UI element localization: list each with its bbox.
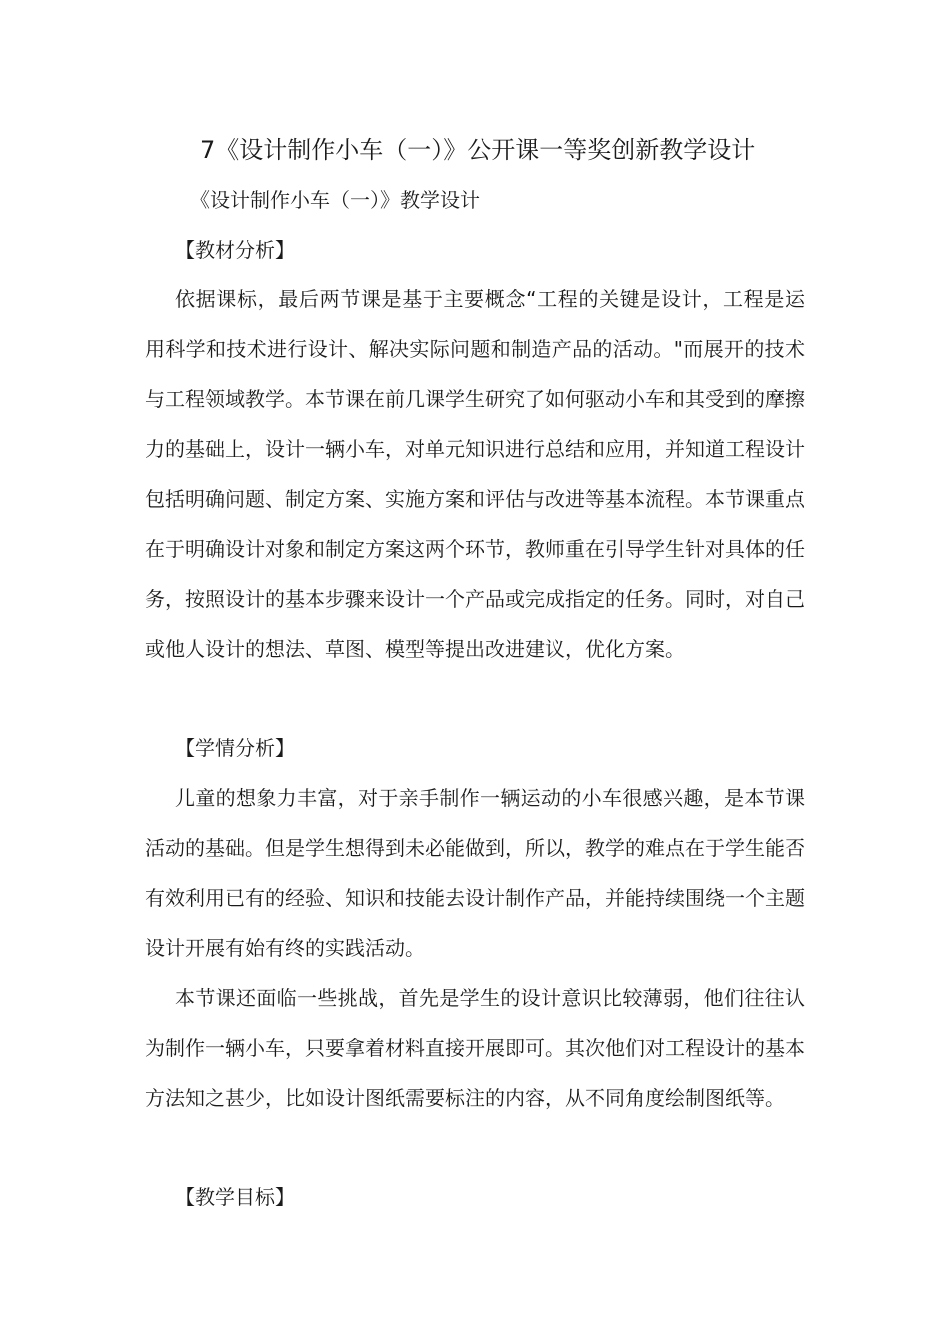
section-heading-student-analysis: 【学情分析】 [175, 736, 295, 760]
paragraph-student-analysis-1: 儿童的想象力丰富，对于亲手制作一辆运动的小车很感兴趣，是本节课活动的基础。但是学生想得到未必能做到，所以，教学的难点在于学生能否有效利用已有的经验、知识和技能去设计制作产品，并能持续围绕一个主题设计开展有始有终的实践活动。 [145, 786, 805, 960]
section-heading-textbook-analysis: 【教材分析】 [175, 238, 295, 262]
document-subtitle: 《设计制作小车（一）》教学设计 [190, 188, 480, 212]
section-heading-teaching-goals: 【教学目标】 [175, 1185, 295, 1209]
document-title: 7《设计制作小车（一）》公开课一等奖创新教学设计 [200, 136, 756, 164]
paragraph-textbook-analysis: 依据课标，最后两节课是基于主要概念“工程的关键是设计，工程是运用科学和技术进行设计、解决实际问题和制造产品的活动。"而展开的技术与工程领域教学。本节课在前几课学生研究了如何驱动小车和其受到的摩擦力的基础上，设计一辆小车，对单元知识进行总结和应用，并知道工程设计包括明确问题、制定方案、实施方案和评估与改进等基本流程。本节课重点在于明确设计对象和制定方案这两个环节，教师重在引导学生针对具体的任务，按照设计的基本步骤来设计一个产品或完成指定的任务。同时，对自己或他人设计的想法、草图、模型等提出改进建议，优化方案。 [145, 287, 805, 661]
paragraph-student-analysis-2: 本节课还面临一些挑战，首先是学生的设计意识比较薄弱，他们往往认为制作一辆小车，只要拿着材料直接开展即可。其次他们对工程设计的基本方法知之甚少，比如设计图纸需要标注的内容，从不同角度绘制图纸等。 [145, 986, 805, 1110]
